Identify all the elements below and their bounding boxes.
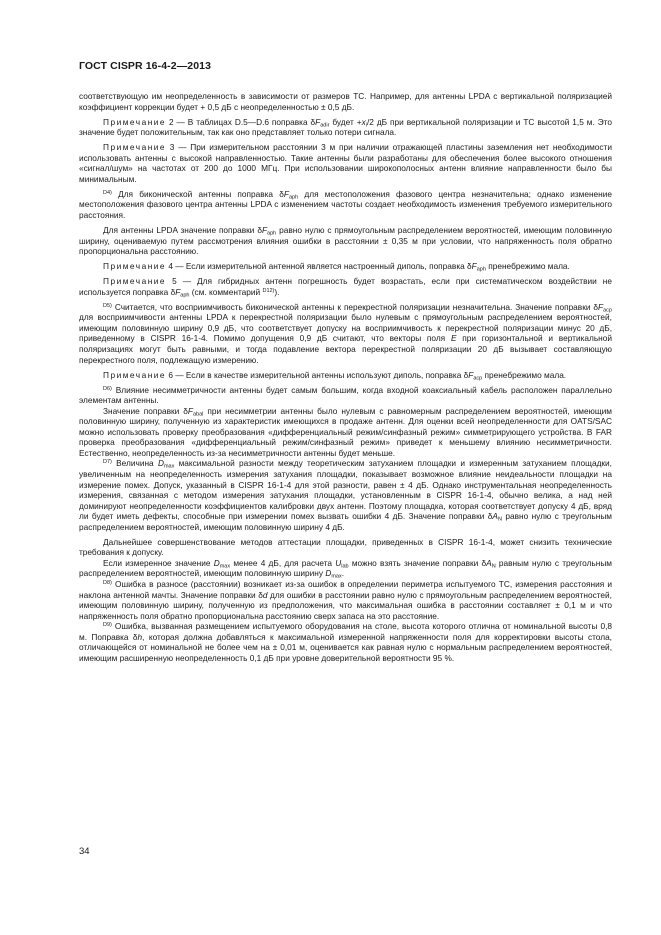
paragraph-6: Примечание 4 — Если измерительной антенной является настроенный диполь, поправка $\delta F_{aph}$ пренебрежимо мала. xyxy=(103,261,570,273)
paragraph-13: Дальнейшее совершенствование методов аттестации площадки, приведенных в CISPR 16-1-4, может снизить технические требования к допуску. xyxy=(79,536,612,558)
paragraph-5: Для антенны LPDA значение поправки $\delta F_{aph}$ равно нулю с прямоугольным распределением вероятностей, имеющим половинную ширину, оцениваемую путем рассмотрения влияния ошибки в расстоянии ± 0,35 м при условии, что напряженность поля обратно пропорциональна расстоянию. xyxy=(79,225,613,257)
paragraph-8: $^{D5)}$ Считается, что восприимчивость биконической антенны к перекрестной поляризации незначительна. Значение поправки $\delta F_{acp}$ для восприимчивости антенны LPDA к перекрестной поляризации было нулевым с прямоугольным распределением вероятностей, имеющим половинную ширину 0,9 дБ, что соответствует допуску на восприимчивость к перекрестной поляризации минус 20 дБ, приведенному в CISPR 16-1-4. Помимо допущения 0,9 дБ считают, что векторы поля E при горизонтальной и вертикальной поляризациях могут быть равными, и тогда подавление вектора перекрестной поляризации 20 дБ вызывает составляющую перекрестного поля, подлежащую измерению. xyxy=(79,301,613,365)
paragraph-7: Примечание 5 — Для гибридных антенн погрешность будет возрастать, если при систематическом воздействии не используется поправка $\delta F_{aph}$ (см. комментарий $^{D12)}$). xyxy=(79,276,612,299)
paragraph-12: $^{D7)}$ Величина $D_{max}$ максимальной разности между теоретическим затуханием площадки и измеренным затуханием площадки, увеличенным на неопределенность измерения затухания площадки, показывает возможное влияние неидеальности площадки на измерение помех. Допуск, указанный в CISPR 16-1-4 для этой разности, равен ± 4 дБ. Однако инструментальная неопределенность измерения, связанная с методом измерения затухания площадки, установленным в CISPR 16-1-4, обычно велика, а над ней доминируют неопределенности коэффициентов калибровки двух антенн. Поэтому площадка, которая соответствует допуску 4 дБ, вряд ли будет иметь дефекты, способные при измерении помех вызвать ошибки 4 дБ. Значение поправки $\delta A_N$ равно нулю с треугольным распределением вероятностей, имеющим половинную ширину 4 дБ. xyxy=(79,458,612,532)
paragraph-10: $^{D6)}$ Влияние несимметричности антенны будет самым большим, когда входной коаксиальный кабель расположен параллельно элементам антенны. xyxy=(79,384,612,406)
paragraph-9: Примечание 6 — Если в качестве измерительной антенны используют диполь, поправка $\delta F_{acp}$ пренебрежимо мала. xyxy=(103,369,567,382)
paragraph-11: Значение поправки $\delta F_{abal}$ при несимметрии антенны было нулевым с равномерным распределением вероятностей, имеющим половинную ширину, полученную из характеристик имеющихся в продаже антенн. Для оценки всей неопределенности для OATS/SAC можно использовать проверку преобразования «дифференциальный режим/синфазный режим» симметрирующего устройства. В FAR проверка преобразования «дифференциальный режим/синфазный режим» приведет к меньшему влиянию несимметричности. Естественно, неопределенность из-за несимметричности антенны будет меньше. xyxy=(79,405,612,458)
page-number: 34 xyxy=(79,846,90,857)
paragraph-14: Если измеренное значение $D_{max}$ менее 4 дБ, для расчета $U_{lab}$ можно взять значение поправки $\delta A_N$ равным нулю с треугольным распределением вероятностей, имеющим половинную ширину $D_{max}$. xyxy=(79,557,612,580)
paragraph-4: $^{D4)}$ Для биконической антенны поправка $\delta F_{aph}$ для местоположения фазового центра незначительна; однако изменение местоположения фазового центра антенны LPDA с изменением частоты создает необходимость изменения требуемого измерительного расстояния. xyxy=(79,188,612,220)
paragraph-2: Примечание 2 — В таблицах D.5—D.6 поправка $\delta F_{adir}$ будет $+x_i/2$ дБ при вертикальной поляризации и ТС высотой 1,5 м. Это значение будет положительным, так как оно представляет только потери сигнала. xyxy=(79,116,612,138)
paragraph-3: Примечание 3 — При измерительном расстоянии 3 м при наличии отражающей пластины заземления нет необходимости использовать антенны с высокой направленностью. Такие антенны были разработаны для обеспечения более высокого отношения «сигнал/шум» на частотах от 200 до 1000 МГц. При использовании широкополосных антенн влияние направленности было бы минимальным. xyxy=(79,142,612,184)
paragraph-15: $^{D8)}$ Ошибка в разносе (расстоянии) возникает из-за ошибок в определении периметра испытуемого ТС, измерения расстояния и наклона антенной мачты. Значение поправки δd для ошибки в расстоянии равно нулю с прямоугольным распределением вероятностей, имеющим половинную ширину, полученную из предположения, что максимальная ошибка в расстоянии составляет ± 0,1 м и что напряженность поля обратно пропорциональна расстоянию сверх запаса на это расстояние. xyxy=(79,578,612,621)
document-header: ГОСТ CISPR 16-4-2—2013 xyxy=(79,60,212,72)
body-text xyxy=(79,91,612,668)
paragraph-1: соответствующую им неопределенность в зависимости от размеров ТС. Например, для антенны LPDA с вертикальной поляризацией коэффициент коррекции будет + 0,5 дБ с неопределенностью ± 0,5 дБ. xyxy=(79,91,612,112)
paragraph-16: $^{D9)}$ Ошибка, вызванная размещением испытуемого оборудования на столе, высота которого отлична от номинальной высоты 0,8 м. Поправка δh, которая должна добавляться к максимальной измеренной напряженности поля для корректировки высоты стола, отличающейся от номинальной не более чем на ± 0,01 м, оценивается как равная нулю с нормальным распределением вероятностей, имеющим расширенную неопределенность 0,1 дБ при уровне доверительной вероятности 95 %. xyxy=(79,621,612,663)
